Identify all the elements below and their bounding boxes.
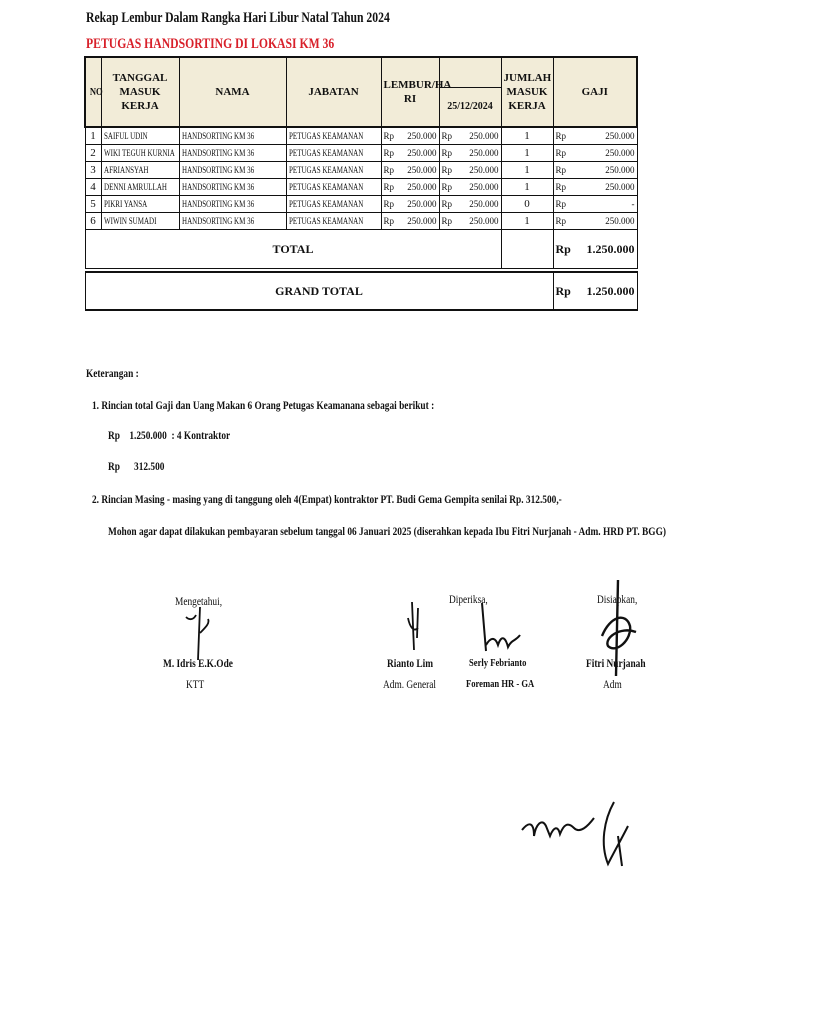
diperiksa-label: Diperiksa, xyxy=(449,592,488,606)
row-name: AFRIANSYAH xyxy=(101,162,179,179)
row-date-value: Rp 250.000 xyxy=(439,196,501,213)
signature-disiapkan xyxy=(596,576,642,686)
table-row xyxy=(85,127,637,145)
table-row xyxy=(85,179,637,196)
row-jabatan: PETUGAS KEAMANAN xyxy=(286,213,381,230)
row-jabatan: PETUGAS KEAMANAN xyxy=(286,179,381,196)
row-gaji: Rp 250.000 xyxy=(553,145,637,162)
signature-paraf xyxy=(518,796,638,876)
row-no: 6 xyxy=(85,213,101,230)
row-gaji: Rp 250.000 xyxy=(553,162,637,179)
row-lembur: Rp 250.000 xyxy=(381,145,439,162)
row-lembur: Rp 250.000 xyxy=(381,179,439,196)
row-jumlah: 1 xyxy=(501,127,553,145)
row-lembur: Rp 250.000 xyxy=(381,162,439,179)
header-jabatan: JABATAN xyxy=(286,57,381,127)
total-label: TOTAL xyxy=(85,230,501,269)
row-gaji: Rp 250.000 xyxy=(553,127,637,145)
notes-line-2: Rp 312.500 xyxy=(108,459,165,473)
row-lembur: Rp 250.000 xyxy=(381,196,439,213)
diperiksa-title: Foreman HR - GA xyxy=(466,678,535,690)
row-name: WIKI TEGUH KURNIA xyxy=(101,145,179,162)
row-date-value: Rp 250.000 xyxy=(439,162,501,179)
row-gaji: Rp 250.000 xyxy=(553,179,637,196)
grand-total-label: GRAND TOTAL xyxy=(85,272,553,310)
signature-rianto xyxy=(400,598,430,658)
row-jabatan: PETUGAS KEAMANAN xyxy=(286,162,381,179)
row-date-value: Rp 250.000 xyxy=(439,145,501,162)
row-name: SAIFUL UDIN xyxy=(101,127,179,145)
row-jumlah: 1 xyxy=(501,145,553,162)
overtime-table xyxy=(84,56,638,311)
header-tanggal: TANGGAL MASUK KERJA xyxy=(101,57,179,127)
row-no: 3 xyxy=(85,162,101,179)
rianto-name: Rianto Lim xyxy=(387,656,434,670)
row-lokasi: HANDSORTING KM 36 xyxy=(179,127,286,145)
row-name: DENNI AMRULLAH xyxy=(101,179,179,196)
table-row xyxy=(85,145,637,162)
disiapkan-name: Fitri Nurjanah xyxy=(586,656,646,670)
row-jabatan: PETUGAS KEAMANAN xyxy=(286,196,381,213)
header-gaji: GAJI xyxy=(553,57,637,127)
mengetahui-label: Mengetahui, xyxy=(175,594,223,608)
row-lembur: Rp 250.000 xyxy=(381,127,439,145)
document-subtitle: PETUGAS HANDSORTING DI LOKASI KM 36 xyxy=(86,36,335,52)
signature-diperiksa xyxy=(474,595,534,660)
header-jumlah: JUMLAH MASUK KERJA xyxy=(501,57,553,127)
row-lokasi: HANDSORTING KM 36 xyxy=(179,145,286,162)
row-lokasi: HANDSORTING KM 36 xyxy=(179,213,286,230)
row-jumlah: 1 xyxy=(501,213,553,230)
mengetahui-title: KTT xyxy=(186,677,205,691)
mengetahui-name: M. Idris E.K.Ode xyxy=(163,656,233,670)
row-lokasi: HANDSORTING KM 36 xyxy=(179,179,286,196)
row-name: PIKRI YANSA xyxy=(101,196,179,213)
notes-heading: Keterangan : xyxy=(86,366,139,380)
notes-item-2-cont: Mohon agar dapat dilakukan pembayaran sebelum tanggal 06 Januari 2025 (diserahkan kepada Ibu Fitri Nurjanah - Adm. HRD PT. BGG) xyxy=(108,524,666,538)
row-name: WIWIN SUMADI xyxy=(101,213,179,230)
diperiksa-name: Serly Febrianto xyxy=(469,657,527,669)
header-nama: NAMA xyxy=(179,57,286,127)
row-lembur: Rp 250.000 xyxy=(381,213,439,230)
table-row xyxy=(85,162,637,179)
header-no: NO xyxy=(85,57,101,127)
notes-item-2: 2. Rincian Masing - masing yang di tanggung oleh 4(Empat) kontraktor PT. Budi Gema Gempita senilai Rp. 312.500,- xyxy=(92,492,562,506)
row-jumlah: 1 xyxy=(501,162,553,179)
document-title: Rekap Lembur Dalam Rangka Hari Libur Natal Tahun 2024 xyxy=(86,10,390,26)
row-date-value: Rp 250.000 xyxy=(439,127,501,145)
header-lembur: LEMBUR/HA RI xyxy=(381,57,439,127)
row-jabatan: PETUGAS KEAMANAN xyxy=(286,127,381,145)
notes-item-1: 1. Rincian total Gaji dan Uang Makan 6 Orang Petugas Keamanana sebagai berikut : xyxy=(92,398,435,412)
row-jabatan: PETUGAS KEAMANAN xyxy=(286,145,381,162)
rianto-title: Adm. General xyxy=(383,677,437,691)
row-jumlah: 0 xyxy=(501,196,553,213)
row-date-value: Rp 250.000 xyxy=(439,213,501,230)
row-no: 5 xyxy=(85,196,101,213)
row-lokasi: HANDSORTING KM 36 xyxy=(179,196,286,213)
row-gaji: Rp - xyxy=(553,196,637,213)
notes-line-1: Rp 1.250.000 : 4 Kontraktor xyxy=(108,428,231,442)
disiapkan-label: Disiapkan, xyxy=(597,592,638,606)
row-no: 4 xyxy=(85,179,101,196)
signature-mengetahui xyxy=(180,605,220,665)
row-gaji: Rp 250.000 xyxy=(553,213,637,230)
row-no: 1 xyxy=(85,127,101,145)
grand-total-value: Rp 1.250.000 xyxy=(553,272,637,310)
row-jumlah: 1 xyxy=(501,179,553,196)
row-no: 2 xyxy=(85,145,101,162)
disiapkan-title: Adm xyxy=(603,677,622,691)
table-row xyxy=(85,196,637,213)
row-lokasi: HANDSORTING KM 36 xyxy=(179,162,286,179)
total-value: Rp 1.250.000 xyxy=(553,230,637,269)
total-jumlah-cell xyxy=(501,230,553,269)
row-date-value: Rp 250.000 xyxy=(439,179,501,196)
table-row xyxy=(85,213,637,230)
header-date: 25/12/2024 xyxy=(439,87,501,127)
